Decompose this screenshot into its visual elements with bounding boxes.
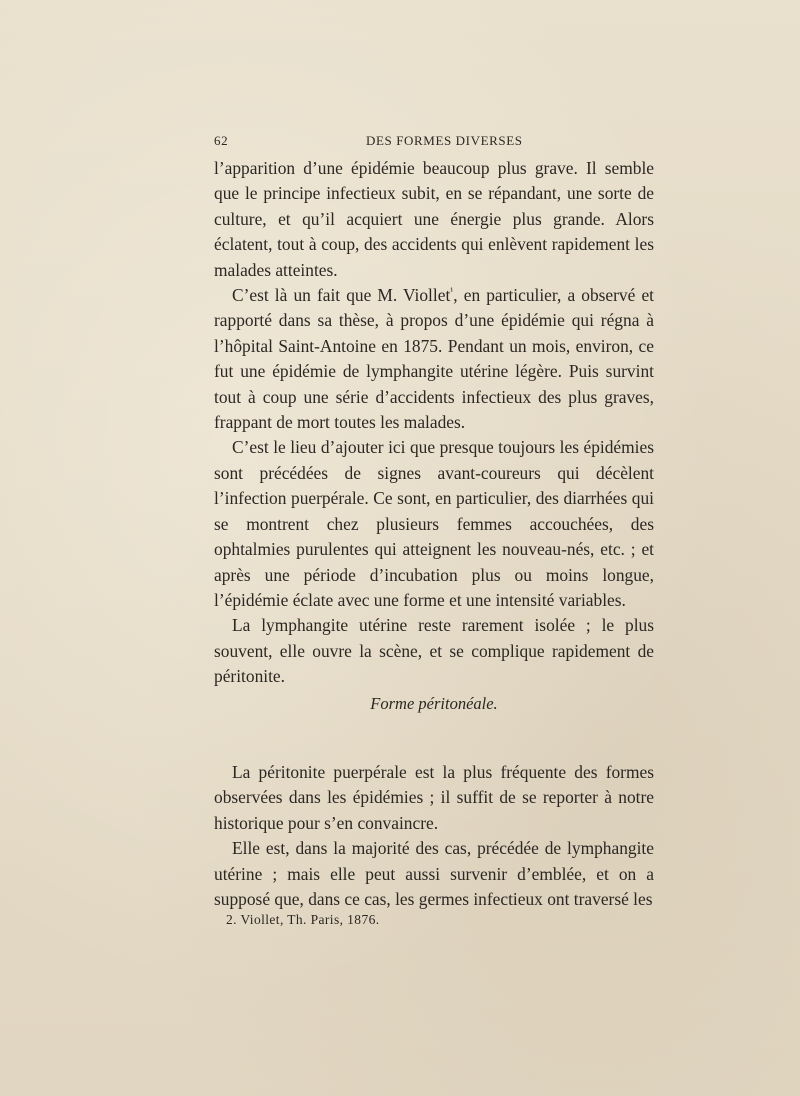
paragraph	[214, 283, 654, 435]
paragraph: Elle est, dans la majorité des cas, précédée de lymphangite utérine ; mais elle peut aussi survenir d’emblée, et on a supposé que, dans ce cas, les germes infectieux ont traversé les	[214, 838, 654, 910]
page-number: 62	[214, 133, 229, 148]
running-head	[214, 133, 654, 151]
paragraph: La péritonite puerpérale est la plus fréquente des formes observées dans les épidémies ; il suffit de se reporter à notre historique pour s’en convaincre.	[214, 762, 654, 833]
paragraph: La lymphangite utérine reste rarement isolée ; le plus souvent, elle ouvre la scène, et se complique rapidement de péritonite.	[214, 615, 654, 687]
paragraph: C’est le lieu d’ajouter ici que presque toujours les épidémies sont précédées de signes avant-coureurs qui décèlent l’infection puerpérale. Ce sont, en particulier, des diarrhées qui se montrent chez plusieurs femmes accouchées, des ophtalmies purulentes qui atteignent les nouveau-nés, etc. ; et après une période d’incubation plus ou moins longue, l’épidémie éclate avec une forme et une intensité variables.	[214, 437, 654, 610]
running-title: DES FORMES DIVERSES	[366, 133, 523, 148]
paragraph-text: , en particulier, a observé et rapporté dans sa thèse, à propos d’une épidémie qui régna à l’hôpital Saint-Antoine en 1875. Pendant un mois, environ, ce fut une épidémie de lymphangite utérine légère. Puis survint tout à coup une série d’accidents infectieux des plus graves, frappant de mort toutes les malades.	[214, 285, 654, 433]
paragraph: l’apparition d’une épidémie beaucoup plus grave. Il semble que le principe infectieux subit, en se répandant, une sorte de culture, et qu’il acquiert une énergie plus grande. Alors éclatent, tout à coup, des accidents qui enlèvent rapidement les malades atteintes.	[214, 158, 654, 280]
footnote-marker: ¹	[450, 286, 454, 298]
section-heading: Forme péritonéale.	[370, 694, 498, 713]
footnote: 2. Viollet, Th. Paris, 1876.	[226, 912, 380, 927]
body-text-bottom	[214, 760, 654, 912]
body-text-top	[214, 156, 654, 690]
paragraph-text: C’est là un fait que M. Viollet	[232, 285, 451, 306]
